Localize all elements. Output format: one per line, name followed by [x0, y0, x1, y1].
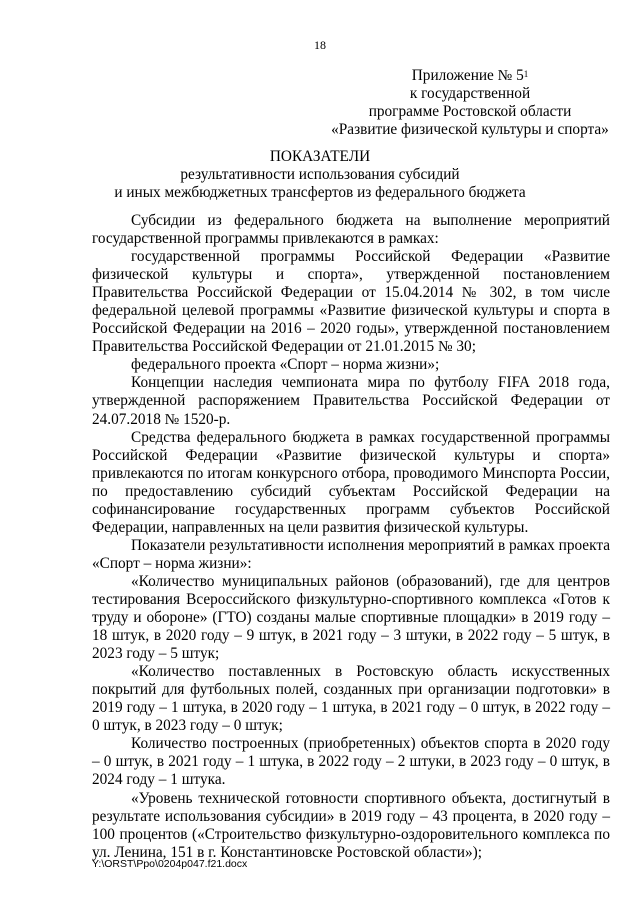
paragraph-7: «Количество муниципальных районов (образований), где для центров тестирования Всероссийского физкультурно-спортивного комплекса «Готов к труду и обороне» (ГТО) созданы малые спортивные площадки» в 2019 году – 18 штук, в 2020 году – 9 штук, в 2021 году – 3 штуки, в 2022 году – 5 штук, в 2023 году – 5 штук; [92, 572, 610, 663]
paragraph-10: «Уровень технической готовности спортивного объекта, достигнутый в результате использования субсидии» в 2019 году – 43 процента, в 2020 году – 100 процентов («Строительство физкультурно-оздоровительного комплекса по ул. Ленина, 151 в г. Константиновске Ростовской области»); [92, 789, 610, 861]
paragraph-8: «Количество поставленных в Ростовскую область искусственных покрытий для футбольных полей, созданных при организации подготовки» в 2019 году – 1 штука, в 2020 году – 1 штука, в 2021 году – 0 штук, в 2022 году – 0 штук, в 2023 году – 0 штук; [92, 663, 610, 735]
paragraph-1: Субсидии из федерального бюджета на выполнение мероприятий государственной программы привлекаются в рамках: [92, 212, 610, 248]
appendix-line-2: к государственной [409, 85, 531, 102]
paragraph-2: государственной программы Российской Федерации «Развитие физической культуры и спорта», утвержденной постановлением Правительства Российской Федерации от 15.04.2014 № 302, в том числе федеральной целевой программы «Развитие физической культуры и спорта в Российской Федерации на 2016 – 2020 годы», утвержденной постановлением Правительства Российской Федерации от 21.01.2015 № 30; [92, 248, 610, 356]
document-title [0, 148, 640, 202]
appendix-line-4: «Развитие физической культуры и спорта» [331, 121, 609, 138]
document-body [92, 212, 610, 862]
title-subline-1: результативности использования субсидий [180, 166, 460, 183]
appendix-line-3: программе Ростовской области [368, 103, 572, 120]
appendix-number: Приложение № 5 [411, 67, 524, 84]
title-subline-2: и иных межбюджетных трансфертов из федерального бюджета [114, 184, 526, 201]
footer-file-path: Y:\ORST\Ppo\0204p047.f21.docx [92, 858, 248, 870]
paragraph-9: Количество построенных (приобретенных) объектов спорта в 2020 году – 0 штук, в 2021 году – 1 штука, в 2022 году – 2 штуки, в 2023 году – 0 штук, в 2024 году – 1 штука. [92, 735, 610, 789]
paragraph-5: Средства федерального бюджета в рамках государственной программы Российской Федерации «Развитие физической культуры и спорта» привлекаются по итогам конкурсного отбора, проводимого Минспорта России, по предоставлению субсидий субъектам Российской Федерации на софинансирование государственных программ субъектов Российской Федерации, направленных на цели развития физической культуры. [92, 428, 610, 536]
appendix-header [330, 67, 610, 139]
paragraph-4: Концепции наследия чемпионата мира по футболу FIFA 2018 года, утвержденной распоряжением Правительства Российской Федерации от 24.07.2018 № 1520-р. [92, 374, 610, 428]
appendix-superscript: 1 [523, 69, 529, 79]
paragraph-6: Показатели результативности исполнения мероприятий в рамках проекта «Спорт – норма жизни»: [92, 536, 610, 572]
page-number: 18 [314, 38, 326, 52]
title-heading: ПОКАЗАТЕЛИ [269, 148, 371, 165]
appendix-line-1 [330, 67, 610, 85]
paragraph-3: федерального проекта «Спорт – норма жизни»; [131, 356, 440, 374]
